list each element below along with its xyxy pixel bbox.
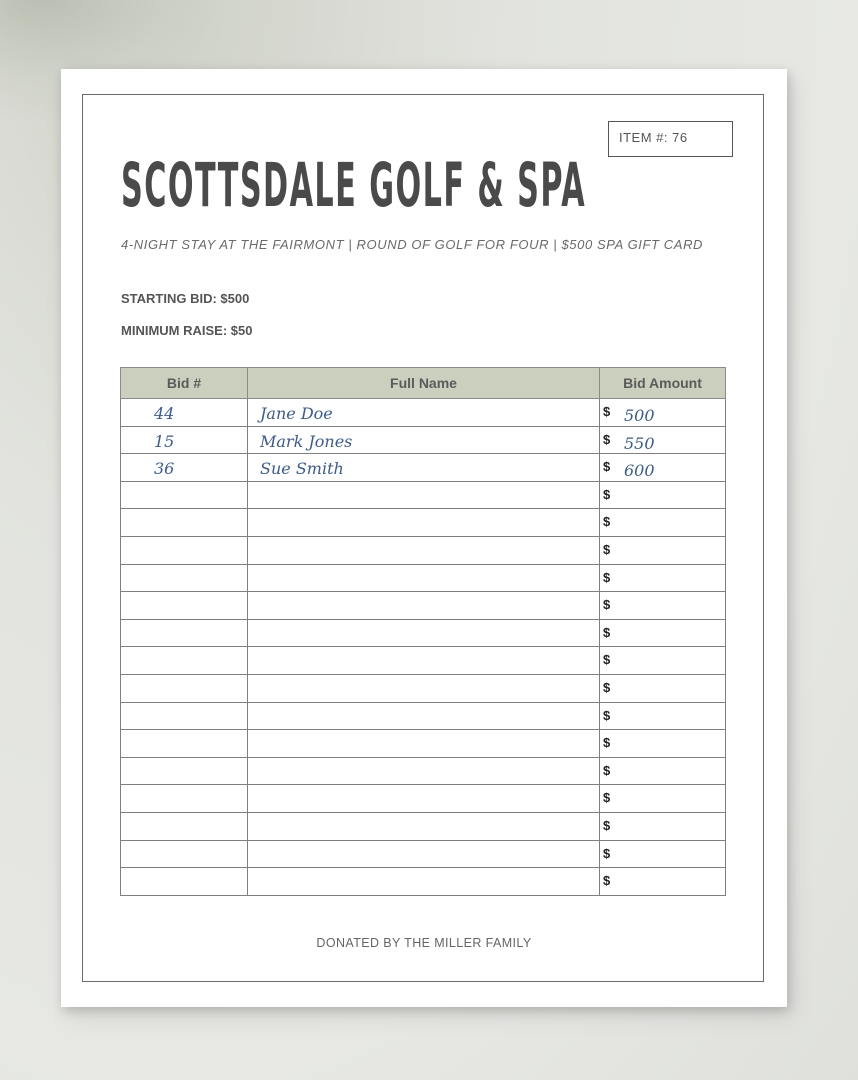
dollar-sign: $ bbox=[603, 597, 611, 613]
full-name-cell[interactable] bbox=[248, 481, 600, 509]
bid-amount-cell[interactable] bbox=[600, 536, 726, 564]
header-bid-amount: Bid Amount bbox=[600, 368, 726, 399]
table-row bbox=[121, 564, 726, 592]
bid-sheet-paper bbox=[61, 69, 787, 1007]
dollar-sign: $ bbox=[603, 569, 611, 585]
bid-amount-value: 500 bbox=[624, 406, 655, 425]
bid-amount-cell[interactable] bbox=[600, 674, 726, 702]
table-row bbox=[121, 481, 726, 509]
bid-amount-cell[interactable] bbox=[600, 454, 726, 482]
dollar-sign: $ bbox=[603, 873, 611, 889]
bid-amount-cell[interactable] bbox=[600, 592, 726, 620]
table-row bbox=[121, 619, 726, 647]
full-name-cell[interactable] bbox=[248, 619, 600, 647]
dollar-sign: $ bbox=[603, 652, 611, 668]
full-name-cell[interactable] bbox=[248, 812, 600, 840]
table-header-row bbox=[121, 368, 726, 399]
dollar-sign: $ bbox=[603, 790, 611, 806]
bid-amount-cell[interactable] bbox=[600, 619, 726, 647]
dollar-sign: $ bbox=[603, 624, 611, 640]
bid-number-cell[interactable] bbox=[121, 536, 248, 564]
bid-amount-cell[interactable] bbox=[600, 399, 726, 427]
bid-amount-cell[interactable] bbox=[600, 812, 726, 840]
dollar-sign: $ bbox=[603, 707, 611, 723]
full-name-value: Jane Doe bbox=[260, 404, 333, 423]
dollar-sign: $ bbox=[603, 459, 611, 475]
table-row bbox=[121, 454, 726, 482]
full-name-cell[interactable] bbox=[248, 592, 600, 620]
bid-number-cell[interactable] bbox=[121, 840, 248, 868]
bid-amount-cell[interactable] bbox=[600, 757, 726, 785]
full-name-cell[interactable] bbox=[248, 785, 600, 813]
bid-rows bbox=[121, 399, 726, 896]
bid-amount-cell[interactable] bbox=[600, 868, 726, 896]
bid-table bbox=[120, 367, 726, 896]
dollar-sign: $ bbox=[603, 404, 611, 419]
minimum-raise: MINIMUM RAISE: $50 bbox=[121, 323, 253, 338]
item-description: 4-NIGHT STAY AT THE FAIRMONT | ROUND OF GOLF FOR FOUR | $500 SPA GIFT CARD bbox=[121, 237, 704, 252]
bid-number-cell[interactable] bbox=[121, 592, 248, 620]
bid-number-value: 15 bbox=[154, 431, 175, 451]
table-row bbox=[121, 399, 726, 427]
full-name-value: Mark Jones bbox=[260, 431, 353, 451]
bid-number-cell[interactable] bbox=[121, 757, 248, 785]
bid-number-cell[interactable] bbox=[121, 399, 248, 427]
full-name-cell[interactable] bbox=[248, 509, 600, 537]
table-row bbox=[121, 757, 726, 785]
full-name-cell[interactable] bbox=[248, 868, 600, 896]
dollar-sign: $ bbox=[603, 762, 611, 778]
bid-amount-cell[interactable] bbox=[600, 481, 726, 509]
dollar-sign: $ bbox=[603, 679, 611, 695]
full-name-cell[interactable] bbox=[248, 840, 600, 868]
bid-number-cell[interactable] bbox=[121, 868, 248, 896]
full-name-cell[interactable] bbox=[248, 674, 600, 702]
page-title: SCOTTSDALE GOLF & SPA bbox=[121, 149, 587, 221]
bid-number-cell[interactable] bbox=[121, 454, 248, 482]
bid-amount-cell[interactable] bbox=[600, 785, 726, 813]
bid-number-cell[interactable] bbox=[121, 564, 248, 592]
bid-amount-cell[interactable] bbox=[600, 509, 726, 537]
table-row bbox=[121, 730, 726, 758]
header-bid-number: Bid # bbox=[121, 368, 248, 399]
bid-amount-cell[interactable] bbox=[600, 426, 726, 454]
bid-number-cell[interactable] bbox=[121, 509, 248, 537]
dollar-sign: $ bbox=[603, 514, 611, 530]
table-row bbox=[121, 592, 726, 620]
table-row bbox=[121, 785, 726, 813]
full-name-cell[interactable] bbox=[248, 536, 600, 564]
bid-number-value: 44 bbox=[154, 404, 175, 423]
full-name-cell[interactable] bbox=[248, 454, 600, 482]
bid-number-cell[interactable] bbox=[121, 674, 248, 702]
table-row bbox=[121, 868, 726, 896]
bid-number-cell[interactable] bbox=[121, 481, 248, 509]
full-name-cell[interactable] bbox=[248, 399, 600, 427]
dollar-sign: $ bbox=[603, 486, 611, 502]
bid-amount-cell[interactable] bbox=[600, 702, 726, 730]
table-row bbox=[121, 509, 726, 537]
table-row bbox=[121, 702, 726, 730]
starting-bid: STARTING BID: $500 bbox=[121, 291, 250, 306]
full-name-cell[interactable] bbox=[248, 426, 600, 454]
table-row bbox=[121, 647, 726, 675]
bid-number-cell[interactable] bbox=[121, 785, 248, 813]
bid-amount-value: 550 bbox=[624, 433, 655, 453]
dollar-sign: $ bbox=[603, 817, 611, 833]
bid-number-cell[interactable] bbox=[121, 619, 248, 647]
bid-number-cell[interactable] bbox=[121, 426, 248, 454]
full-name-cell[interactable] bbox=[248, 702, 600, 730]
dollar-sign: $ bbox=[603, 735, 611, 751]
dollar-sign: $ bbox=[603, 845, 611, 861]
bid-number-cell[interactable] bbox=[121, 702, 248, 730]
header-full-name: Full Name bbox=[248, 368, 600, 399]
full-name-cell[interactable] bbox=[248, 757, 600, 785]
bid-number-cell[interactable] bbox=[121, 812, 248, 840]
full-name-value: Sue Smith bbox=[260, 459, 344, 479]
bid-number-cell[interactable] bbox=[121, 730, 248, 758]
bid-amount-cell[interactable] bbox=[600, 647, 726, 675]
table-row bbox=[121, 812, 726, 840]
full-name-cell[interactable] bbox=[248, 564, 600, 592]
dollar-sign: $ bbox=[603, 541, 611, 557]
full-name-cell[interactable] bbox=[248, 730, 600, 758]
table-row bbox=[121, 674, 726, 702]
dollar-sign: $ bbox=[603, 431, 611, 447]
table-row bbox=[121, 840, 726, 868]
bid-amount-value: 600 bbox=[624, 461, 655, 481]
bid-amount-cell[interactable] bbox=[600, 840, 726, 868]
bid-number-value: 36 bbox=[154, 459, 175, 479]
bid-amount-cell[interactable] bbox=[600, 564, 726, 592]
table-row bbox=[121, 536, 726, 564]
bid-amount-cell[interactable] bbox=[600, 730, 726, 758]
table-row bbox=[121, 426, 726, 454]
full-name-cell[interactable] bbox=[248, 647, 600, 675]
donor-credit: DONATED BY THE MILLER FAMILY bbox=[316, 936, 532, 950]
item-number-box: ITEM #: 76 bbox=[608, 121, 733, 157]
bid-number-cell[interactable] bbox=[121, 647, 248, 675]
